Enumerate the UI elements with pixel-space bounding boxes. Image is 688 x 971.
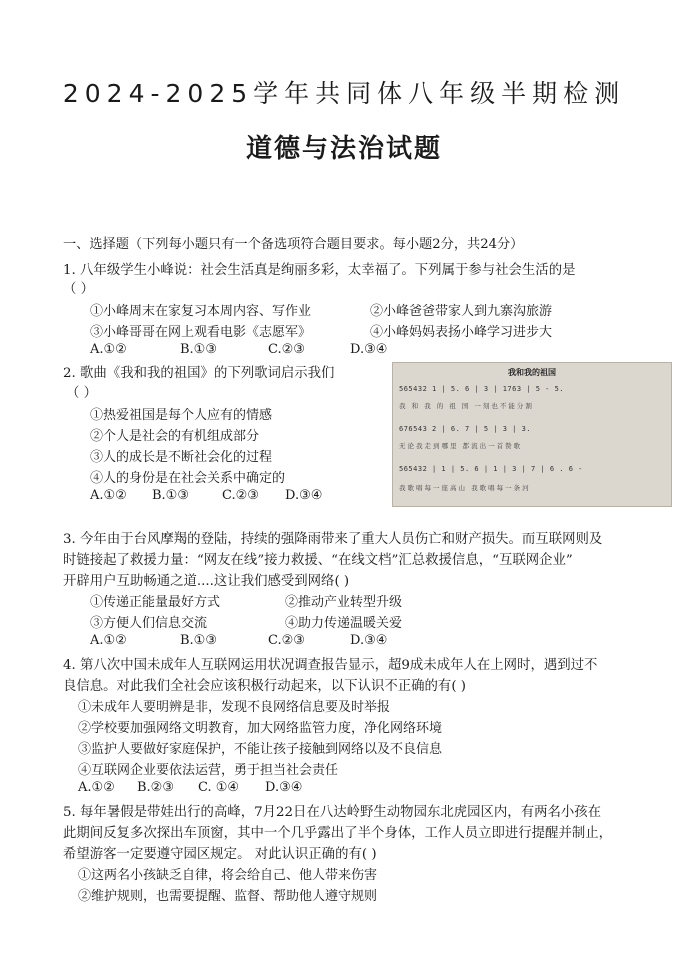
- q5-stem-line3: 希望游客一定要遵守园区规定。 对此认识正确的有( ): [63, 847, 377, 862]
- q2-statement-1: ①热爱祖国是每个人应有的情感: [90, 408, 273, 423]
- q1-stem-line1: 1. 八年级学生小峰说：社会生活真是绚丽多彩，太幸福了。下列属于参与社会生活的是: [63, 263, 576, 278]
- q3-choice-b[interactable]: B.①③: [180, 633, 217, 648]
- q2-choice-d[interactable]: D.③④: [285, 488, 323, 503]
- q2-statement-2: ②个人是社会的有机组成部分: [90, 429, 260, 444]
- q3-statement-1: ①传递正能量最好方式: [90, 595, 221, 610]
- q5-statement-2: ②维护规则，也需要提醒、监督、帮助他人遵守规则: [78, 889, 378, 904]
- q5-statement-1: ①这两名小孩缺乏自律，将会给自己、他人带来伤害: [78, 868, 378, 883]
- q1-choice-b[interactable]: B.①③: [180, 342, 217, 357]
- q1-choice-c[interactable]: C.②③: [268, 342, 305, 357]
- q1-choice-a[interactable]: A.①②: [90, 342, 127, 357]
- q4-stem-line2: 良信息。对此我们全社会应该积极行动起来，以下认识不正确的有( ): [63, 679, 467, 694]
- song-notation-line1: 565432 1 | 5. 6 | 3 | 1763 | 5 - 5.: [399, 385, 565, 393]
- q2-statement-3: ③人的成长是不断社会化的过程: [90, 450, 273, 465]
- song-lyric-line3: 我歌唱每一座高山 我歌唱每一条河: [399, 484, 531, 492]
- q2-choice-a[interactable]: A.①②: [90, 488, 127, 503]
- q4-choice-a[interactable]: A.①②: [78, 780, 115, 795]
- exam-subtitle: 道德与法治试题: [245, 134, 442, 164]
- q4-statement-4: ④互联网企业要依法运营，勇于担当社会责任: [78, 763, 339, 778]
- q1-statement-1: ①小峰周末在家复习本周内容、写作业: [90, 304, 312, 319]
- q4-statement-2: ②学校要加强网络文明教育，加大网络监管力度，净化网络环境: [78, 721, 443, 736]
- q2-choice-c[interactable]: C.②③: [222, 488, 259, 503]
- q1-statement-4: ④小峰妈妈表扬小峰学习进步大: [370, 325, 553, 340]
- song-notation-line3: 565432 | 1 | 5. 6 | 1 | 3 | 7 | 6 . 6 -: [399, 465, 583, 473]
- song-lyric-line1: 我 和 我 的 祖 国 一刻也不能分割: [399, 402, 534, 410]
- q3-statement-2: ②推动产业转型升级: [285, 595, 403, 610]
- section-heading: 一、选择题（下列每小题只有一个备选项符合题目要求。每小题2分，共24分）: [63, 237, 524, 252]
- q4-choice-d[interactable]: D.③④: [265, 780, 303, 795]
- q4-stem-line1: 4. 第八次中国未成年人互联网运用状况调查报告显示，超9成未成年人在上网时，遇到过不: [63, 658, 598, 673]
- song-notation-line2: 676543 2 | 6. 7 | 5 | 3 | 3.: [399, 425, 532, 433]
- q4-choice-b[interactable]: B.②③: [137, 780, 174, 795]
- q4-statement-1: ①未成年人要明辨是非，发现不良网络信息要及时举报: [78, 700, 391, 715]
- song-score-photo: [392, 362, 672, 507]
- song-score-title: 我和我的祖国: [508, 367, 556, 377]
- q2-choice-b[interactable]: B.①③: [152, 488, 189, 503]
- q1-statement-2: ②小峰爸爸带家人到九寨沟旅游: [370, 304, 553, 319]
- q4-choice-c[interactable]: C. ①④: [198, 780, 240, 795]
- q2-stem-line1: 2. 歌曲《我和我的祖国》的下列歌词启示我们: [63, 366, 335, 381]
- q3-stem-line3: 开辟用户互助畅通之道....这让我们感受到网络( ): [63, 574, 350, 589]
- q3-stem-line2: 时链接起了救援力量：“网友在线”接力救援、“在线文档”汇总救援信息，“互联网企业”: [63, 553, 573, 568]
- q5-stem-line1: 5. 每年暑假是带娃出行的高峰，7月22日在八达岭野生动物园东北虎园区内，有两名小孩在: [63, 805, 602, 820]
- q1-choice-d[interactable]: D.③④: [350, 342, 388, 357]
- q2-statement-4: ④人的身份是在社会关系中确定的: [90, 471, 286, 486]
- q3-choice-c[interactable]: C.②③: [268, 633, 305, 648]
- q3-statement-4: ④助力传递温暖关爱: [285, 616, 403, 631]
- song-lyric-line2: 无论我走到哪里 都流出一首赞歌: [399, 442, 523, 450]
- q2-stem-line2: （ ）: [66, 386, 98, 401]
- q4-statement-3: ③监护人要做好家庭保护，不能让孩子接触到网络以及不良信息: [78, 742, 443, 757]
- q1-statement-3: ③小峰哥哥在网上观看电影《志愿军》: [90, 325, 312, 340]
- q3-statement-3: ③方便人们信息交流: [90, 616, 208, 631]
- exam-title: 2024-2025学年共同体八年级半期检测: [62, 79, 626, 108]
- q1-stem-line2: （ ）: [63, 282, 95, 297]
- q3-stem-line1: 3. 今年由于台风摩羯的登陆，持续的强降雨带来了重大人员伤亡和财产损失。而互联网则及: [63, 532, 603, 547]
- q3-choice-d[interactable]: D.③④: [350, 633, 388, 648]
- q5-stem-line2: 此期间反复多次探出车顶窗，其中一个几乎露出了半个身体，工作人员立即进行提醒并制止，: [63, 826, 613, 841]
- q3-choice-a[interactable]: A.①②: [90, 633, 127, 648]
